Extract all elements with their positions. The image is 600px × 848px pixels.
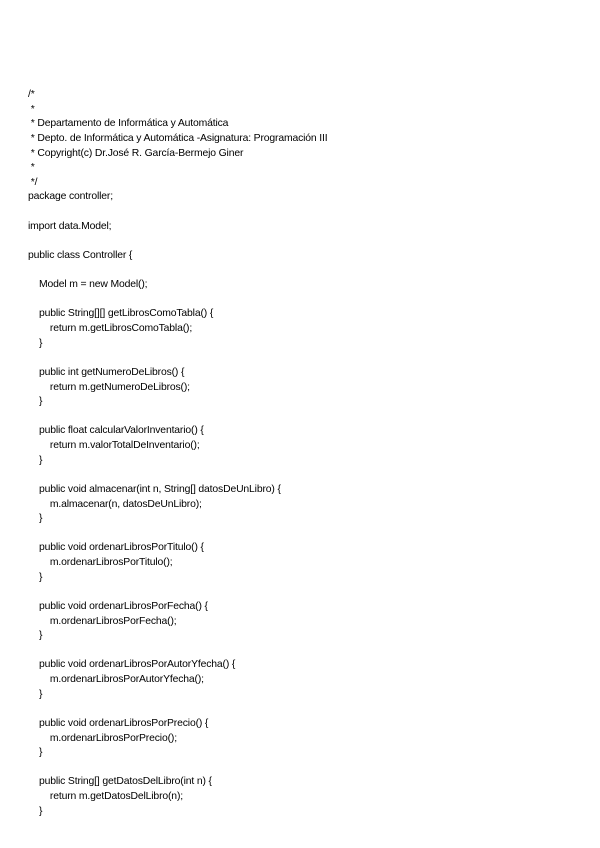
code-line: } (28, 513, 43, 525)
code-line: m.ordenarLibrosPorTitulo(); (28, 557, 173, 568)
code-line: public String[][] getLibrosComoTabla() { (28, 308, 214, 320)
code-line (28, 205, 328, 220)
code-line: } (28, 396, 43, 408)
code-line: public void ordenarLibrosPorTitulo() { (28, 542, 204, 554)
code-line: * Departamento de Informática y Automática (28, 118, 229, 130)
code-line: public String[] getDatosDelLibro(int n) { (28, 776, 212, 788)
code-line: */ (28, 176, 38, 188)
code-line: public void almacenar(int n, String[] datosDeUnLibro) { (28, 483, 281, 495)
code-line: } (28, 337, 43, 349)
code-line: return m.getDatosDelLibro(n); (28, 791, 183, 802)
code-line: } (28, 571, 43, 583)
code-line (28, 410, 328, 425)
code-line: } (28, 688, 43, 700)
code-line: /* (28, 89, 35, 100)
code-line: } (28, 454, 43, 466)
code-line: m.ordenarLibrosPorPrecio(); (28, 732, 177, 744)
code-line: package controller; (28, 191, 113, 203)
code-line (28, 351, 328, 366)
code-line (28, 234, 328, 249)
code-line: * Copyright(c) Dr.José R. García-Bermejo Giner (28, 147, 244, 159)
code-line: import data.Model; (28, 220, 112, 232)
code-line: public void ordenarLibrosPorPrecio() { (28, 717, 209, 729)
code-line: public void ordenarLibrosPorFecha() { (28, 600, 208, 612)
code-line: Model m = new Model(); (28, 279, 148, 291)
code-line: return m.getLibrosComoTabla(); (28, 323, 193, 334)
code-line: public float calcularValorInventario() { (28, 425, 204, 437)
code-line (28, 585, 328, 600)
code-line: } (28, 747, 43, 759)
code-line: public int getNumeroDeLibros() { (28, 366, 185, 378)
code-line (28, 468, 328, 483)
code-line (28, 293, 328, 308)
code-line: } (28, 630, 43, 642)
code-line (28, 761, 328, 776)
code-line: m.almacenar(n, datosDeUnLibro); (28, 498, 202, 510)
code-line: * Depto. de Informática y Automática -Asignatura: Programación III (28, 132, 328, 144)
code-line (28, 644, 328, 659)
code-line (28, 264, 328, 279)
code-line: public void ordenarLibrosPorAutorYfecha() { (28, 659, 236, 671)
code-line: * (28, 103, 35, 115)
code-line: return m.valorTotalDeInventario(); (28, 440, 200, 451)
source-code-listing (28, 88, 328, 819)
code-line: m.ordenarLibrosPorFecha(); (28, 615, 177, 627)
code-line (28, 527, 328, 542)
code-line: public class Controller { (28, 249, 133, 261)
code-line: m.ordenarLibrosPorAutorYfecha(); (28, 674, 204, 685)
code-line: return m.getNumeroDeLibros(); (28, 381, 190, 393)
code-line: } (28, 805, 43, 817)
code-line (28, 702, 328, 717)
code-line: * (28, 162, 35, 174)
